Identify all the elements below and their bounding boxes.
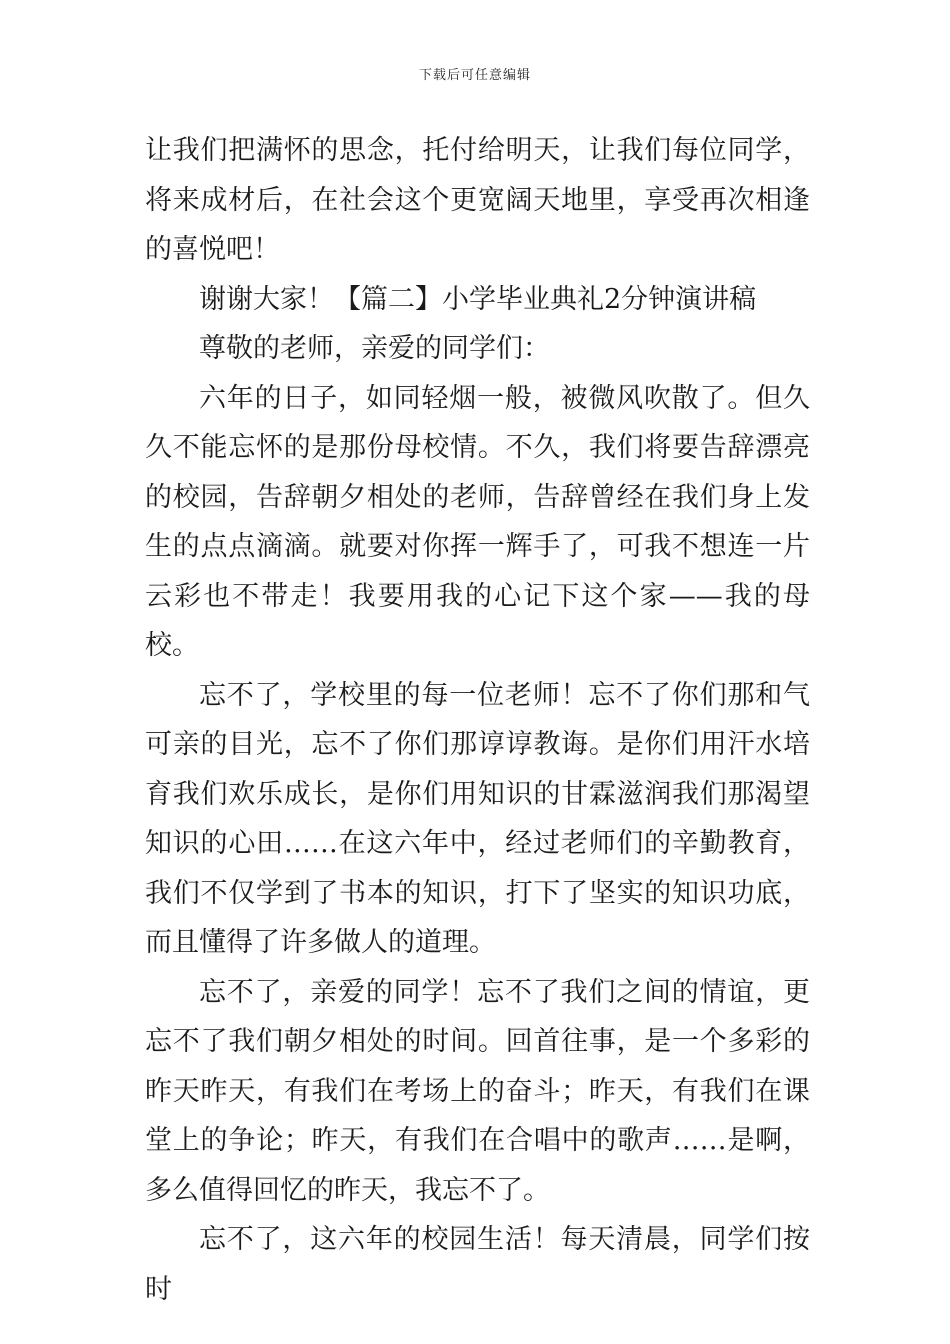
page-header: 下载后可任意编辑 (418, 68, 531, 83)
document-body (145, 126, 810, 1314)
paragraph-salutation: 尊敬的老师，亲爱的同学们： (199, 333, 550, 364)
paragraph-continuation: 让我们把满怀的思念，托付给明天，让我们每位同学，将来成材后，在社会这个更宽阔天地里，享受再次相逢的喜悦吧！ (145, 135, 810, 265)
paragraph-body: 忘不了，亲爱的同学！忘不了我们之间的情谊，更忘不了我们朝夕相处的时间。回首往事，是一个多彩的昨天昨天，有我们在考场上的奋斗；昨天，有我们在课堂上的争论；昨天，有我们在合唱中的歌声……是啊，多么值得回忆的昨天，我忘不了。 (145, 976, 810, 1206)
paragraph-body: 忘不了，这六年的校园生活！每天清晨，同学们按时 (145, 1224, 810, 1305)
paragraph-thanks-title: 谢谢大家！【篇二】小学毕业典礼2分钟演讲稿 (199, 283, 757, 315)
paragraph-body: 六年的日子，如同轻烟一般，被微风吹散了。但久久不能忘怀的是那份母校情。不久，我们将要告辞漂亮的校园，告辞朝夕相处的老师，告辞曾经在我们身上发生的点点滴滴。就要对你挥一辉手了，可我不想连一片云彩也不带走！我要用我的心记下这个家——我的母校。 (145, 382, 810, 661)
paragraph-body: 忘不了，学校里的每一位老师！忘不了你们那和气可亲的目光，忘不了你们那谆谆教诲。是你们用汗水培育我们欢乐成长，是你们用知识的甘霖滋润我们那渴望知识的心田……在这六年中，经过老师们的辛勤教育，我们不仅学到了书本的知识，打下了坚实的知识功底，而且懂得了许多做人的道理。 (145, 679, 810, 958)
